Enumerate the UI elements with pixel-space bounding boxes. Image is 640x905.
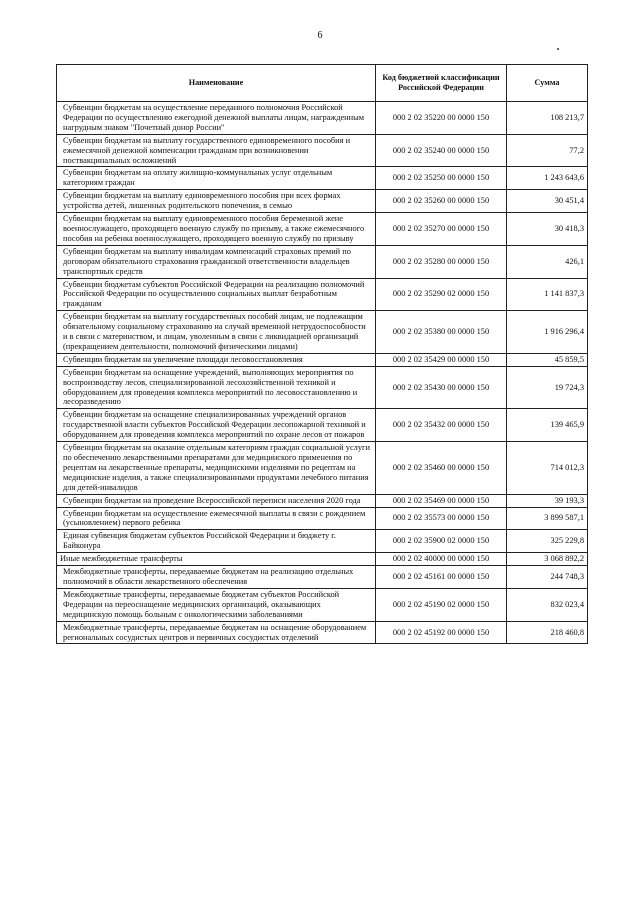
- row-code: 000 2 02 35573 00 0000 150: [376, 507, 507, 530]
- table-body: [57, 102, 588, 644]
- row-sum: 39 193,3: [507, 494, 588, 507]
- row-sum: 45 859,5: [507, 353, 588, 366]
- row-sum: 714 012,3: [507, 442, 588, 495]
- row-sum: 30 418,3: [507, 213, 588, 246]
- row-code: 000 2 02 35220 00 0000 150: [376, 102, 507, 135]
- table-header-row: [57, 65, 588, 102]
- row-name: Субвенции бюджетам на выплату инвалидам компенсаций страховых премий по договорам обязательного страхования гражданской ответственности владельцев транспортных средств: [57, 245, 376, 278]
- table-row: [57, 366, 588, 409]
- row-code: 000 2 02 35430 00 0000 150: [376, 366, 507, 409]
- row-name: Субвенции бюджетам на оказание отдельным категориям граждан социальной услуги по обеспечению лекарственными препаратами для медицинского применения по рецептам на лекарственные препараты, медицинскими изделиями по рецептам на медицинские изделия, а также специализированными продуктами лечебного питания для детей-инвалидов: [57, 442, 376, 495]
- row-name: Субвенции бюджетам на оснащение специализированных учреждений органов государственной власти субъектов Российской Федерации лесопожарной техникой и оборудованием для проведения комплекса мероприятий по охране лесов от пожаров: [57, 409, 376, 442]
- row-code: 000 2 02 35250 00 0000 150: [376, 167, 507, 190]
- row-code: 000 2 02 35900 02 0000 150: [376, 530, 507, 553]
- table-row: [57, 553, 588, 566]
- row-name: Межбюджетные трансферты, передаваемые бюджетам на реализацию отдельных полномочий в области лекарственного обеспечения: [57, 566, 376, 589]
- table-row: [57, 353, 588, 366]
- table-row: [57, 494, 588, 507]
- table-row: [57, 167, 588, 190]
- table-row: [57, 409, 588, 442]
- row-code: 000 2 02 35380 00 0000 150: [376, 311, 507, 354]
- row-name: Субвенции бюджетам субъектов Российской Федерации на реализацию полномочий Российской Федерации по осуществлению социальных выплат безработным гражданам: [57, 278, 376, 311]
- row-name: Иные межбюджетные трансферты: [57, 553, 376, 566]
- row-code: 000 2 02 35270 00 0000 150: [376, 213, 507, 246]
- row-sum: 426,1: [507, 245, 588, 278]
- row-name: Единая субвенция бюджетам субъектов Российской Федерации и бюджету г. Байконура: [57, 530, 376, 553]
- table-row: [57, 588, 588, 621]
- table-row: [57, 507, 588, 530]
- row-name: Межбюджетные трансферты, передаваемые бюджетам на оснащение оборудованием региональных сосудистых центров и первичных сосудистых отделений: [57, 621, 376, 644]
- table-row: [57, 530, 588, 553]
- row-code: 000 2 02 35460 00 0000 150: [376, 442, 507, 495]
- row-sum: 19 724,3: [507, 366, 588, 409]
- row-sum: 30 451,4: [507, 190, 588, 213]
- row-code: 000 2 02 35432 00 0000 150: [376, 409, 507, 442]
- row-code: 000 2 02 40000 00 0000 150: [376, 553, 507, 566]
- table-row: [57, 278, 588, 311]
- row-name: Субвенции бюджетам на оснащение учреждений, выполняющих мероприятия по воспроизводству лесов, специализированной лесохозяйственной техникой и оборудованием для проведения комплекса мероприятий по лесовосстановлению и лесоразведению: [57, 366, 376, 409]
- row-name: Субвенции бюджетам на осуществление ежемесячной выплаты в связи с рождением (усыновлением) первого ребенка: [57, 507, 376, 530]
- budget-table: [56, 64, 588, 644]
- row-name: Субвенции бюджетам на осуществление переданного полномочия Российской Федерации по осуществлению ежегодной денежной выплаты лицам, награжденным нагрудным знаком "Почетный донор России": [57, 102, 376, 135]
- row-sum: 325 229,8: [507, 530, 588, 553]
- table-row: [57, 566, 588, 589]
- row-name: Субвенции бюджетам на проведение Всероссийской переписи населения 2020 года: [57, 494, 376, 507]
- scan-dot: [557, 48, 559, 50]
- row-code: 000 2 02 35429 00 0000 150: [376, 353, 507, 366]
- row-code: 000 2 02 35290 02 0000 150: [376, 278, 507, 311]
- row-code: 000 2 02 45190 02 0000 150: [376, 588, 507, 621]
- row-sum: 1 141 837,3: [507, 278, 588, 311]
- row-name: Субвенции бюджетам на выплату единовременного пособия при всех формах устройства детей, лишенных родительского попечения, в семью: [57, 190, 376, 213]
- row-name: Субвенции бюджетам на увеличение площади лесовосстановления: [57, 353, 376, 366]
- row-name: Субвенции бюджетам на оплату жилищно-коммунальных услуг отдельным категориям граждан: [57, 167, 376, 190]
- row-sum: 139 465,9: [507, 409, 588, 442]
- row-sum: 108 213,7: [507, 102, 588, 135]
- row-name: Субвенции бюджетам на выплату государственного единовременного пособия и ежемесячной денежной компенсации гражданам при возникновении поствакцинальных осложнений: [57, 134, 376, 167]
- header-sum: Сумма: [507, 65, 588, 102]
- row-code: 000 2 02 45192 00 0000 150: [376, 621, 507, 644]
- header-name: Наименование: [57, 65, 376, 102]
- row-code: 000 2 02 35280 00 0000 150: [376, 245, 507, 278]
- row-code: 000 2 02 35240 00 0000 150: [376, 134, 507, 167]
- table-row: [57, 245, 588, 278]
- row-sum: 77,2: [507, 134, 588, 167]
- header-code: Код бюджетной классификации Российской Федерации: [376, 65, 507, 102]
- row-code: 000 2 02 35260 00 0000 150: [376, 190, 507, 213]
- table-row: [57, 621, 588, 644]
- row-sum: 3 068 892,2: [507, 553, 588, 566]
- row-sum: 1 916 296,4: [507, 311, 588, 354]
- table-row: [57, 134, 588, 167]
- row-sum: 3 899 587,1: [507, 507, 588, 530]
- row-sum: 218 460,8: [507, 621, 588, 644]
- row-code: 000 2 02 35469 00 0000 150: [376, 494, 507, 507]
- row-name: Субвенции бюджетам на выплату государственных пособий лицам, не подлежащим обязательному социальному страхованию на случай временной нетрудоспособности и в связи с материнством, и лицам, уволенным в связи с ликвидацией организаций (прекращением деятельности, полномочий физическими лицами): [57, 311, 376, 354]
- table-row: [57, 213, 588, 246]
- table-row: [57, 311, 588, 354]
- row-name: Межбюджетные трансферты, передаваемые бюджетам субъектов Российской Федерации на переоснащение медицинских организаций, оказывающих медицинскую помощь больным с онкологическими заболеваниями: [57, 588, 376, 621]
- table-row: [57, 442, 588, 495]
- row-name: Субвенции бюджетам на выплату единовременного пособия беременной жене военнослужащего, проходящего военную службу по призыву, а также ежемесячного пособия на ребенка военнослужащего, проходящего военную службу по призыву: [57, 213, 376, 246]
- row-sum: 244 748,3: [507, 566, 588, 589]
- row-code: 000 2 02 45161 00 0000 150: [376, 566, 507, 589]
- row-sum: 832 023,4: [507, 588, 588, 621]
- table-row: [57, 190, 588, 213]
- table-row: [57, 102, 588, 135]
- page-number: 6: [317, 30, 323, 41]
- row-sum: 1 243 643,6: [507, 167, 588, 190]
